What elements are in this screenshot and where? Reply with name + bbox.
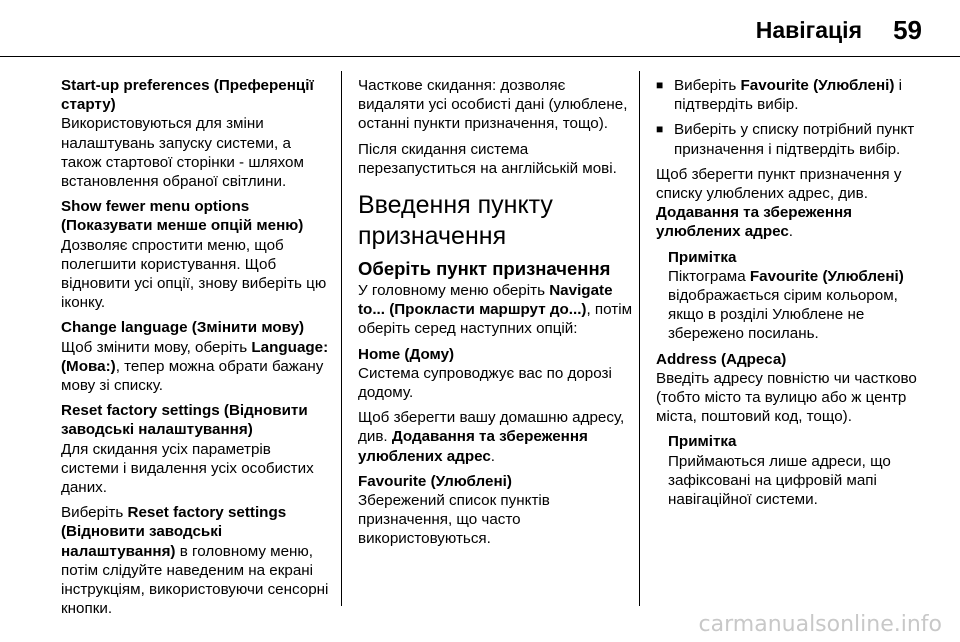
note-1-title: Примітка [668,248,737,266]
startup-text: Використовуються для зміни налаштувань запуску системи, а також стартової сторінки - шляхом встановлення обраної світлини. [61,115,304,191]
subsection-title: Оберіть пункт призначення [358,258,611,280]
change-language-text: Щоб змінити мову, оберіть Language: (Мова:), тепер можна обрати бажану мову зі списку. [61,338,329,395]
bullet-square-icon: ■ [656,78,664,92]
bullet-square-icon: ■ [656,122,664,137]
page-header [0,0,960,56]
home-text: Система супроводжує вас по дорозі додому. [358,364,612,402]
fewer-options-text: Дозволяє спростити меню, щоб полегшити користування. Щоб відновити усі опції, знову виберіть цю іконку. [61,236,327,312]
reset-factory-text: Для скидання усіх параметрів системи і видалення усіх особистих даних. [61,440,314,497]
column-divider-2 [639,71,640,606]
after-reset-text: Після скидання система перезапуститься на англійській мові. [358,140,617,177]
note-1-text: Піктограма Favourite (Улюблені) відображається сірим кольором, якщо в розділі Улюблене не збережено посилань. [668,267,904,343]
note-2-text: Приймаються лише адреси, що зафіксовані на цифровій мапі навігаційної системи. [668,452,891,509]
section-title: Введення пункту призначення [358,191,553,251]
bullet-item-2: ■ Виберіть у списку потрібний пункт призначення і підтвердіть вибір. [656,121,915,158]
reset-factory-instructions: Виберіть Reset factory settings (Відновити заводські налаштування) в головному меню, потім слідуйте наведеним на екрані інструкціям, використовуючи сенсорні кнопки. [61,504,329,618]
partial-reset-text: Часткове скидання: дозволяє видаляти усі особисті дані (улюблене, останні пункти призначення, тощо). [358,77,628,133]
change-language-title: Change language (Змінити мову) [61,319,305,337]
column-divider-1 [341,71,342,606]
note-2 [656,432,931,509]
address-title: Address (Адреса) [656,350,787,368]
header-rule [0,56,960,57]
favourite-title: Favourite (Улюблені) [358,472,512,490]
main-menu-text: У головному меню оберіть Navigate to... (Прокласти маршрут до...), потім оберіть серед наступних опцій: [358,282,633,338]
home-save-text: Щоб зберегти вашу домашню адресу, див. Додавання та збереження улюблених адрес. [358,409,625,465]
column-3 [656,76,931,515]
save-favourite-text: Щоб зберегти пункт призначення у списку улюблених адрес, див. Додавання та збереження улюблених адрес. [656,165,902,241]
reset-factory-title: Reset factory settings (Відновити заводські налаштування) [61,402,308,439]
column-2 [358,76,633,555]
header-title: Навігація [755,17,862,43]
fewer-options-title: Show fewer menu options (Показувати менше опцій меню) [61,198,304,235]
startup-title: Start-up preferences (Преференції старту) [61,77,314,114]
note-2-title: Примітка [668,433,737,451]
page-number: 59 [893,15,922,45]
address-text: Введіть адресу повністю чи частково (тобто місто та вулицю або ж центр міста, поштовий код, тощо). [656,369,917,426]
favourite-text: Збережений список пунктів призначення, що часто використовуються. [358,492,550,548]
home-title: Home (Дому) [358,345,455,363]
note-1 [656,248,931,344]
column-1 [61,76,331,624]
watermark: carmanualsonline.info [698,612,942,637]
bullet-item-1: ■ Виберіть Favourite (Улюблені) і підтвердіть вибір. [656,77,902,114]
